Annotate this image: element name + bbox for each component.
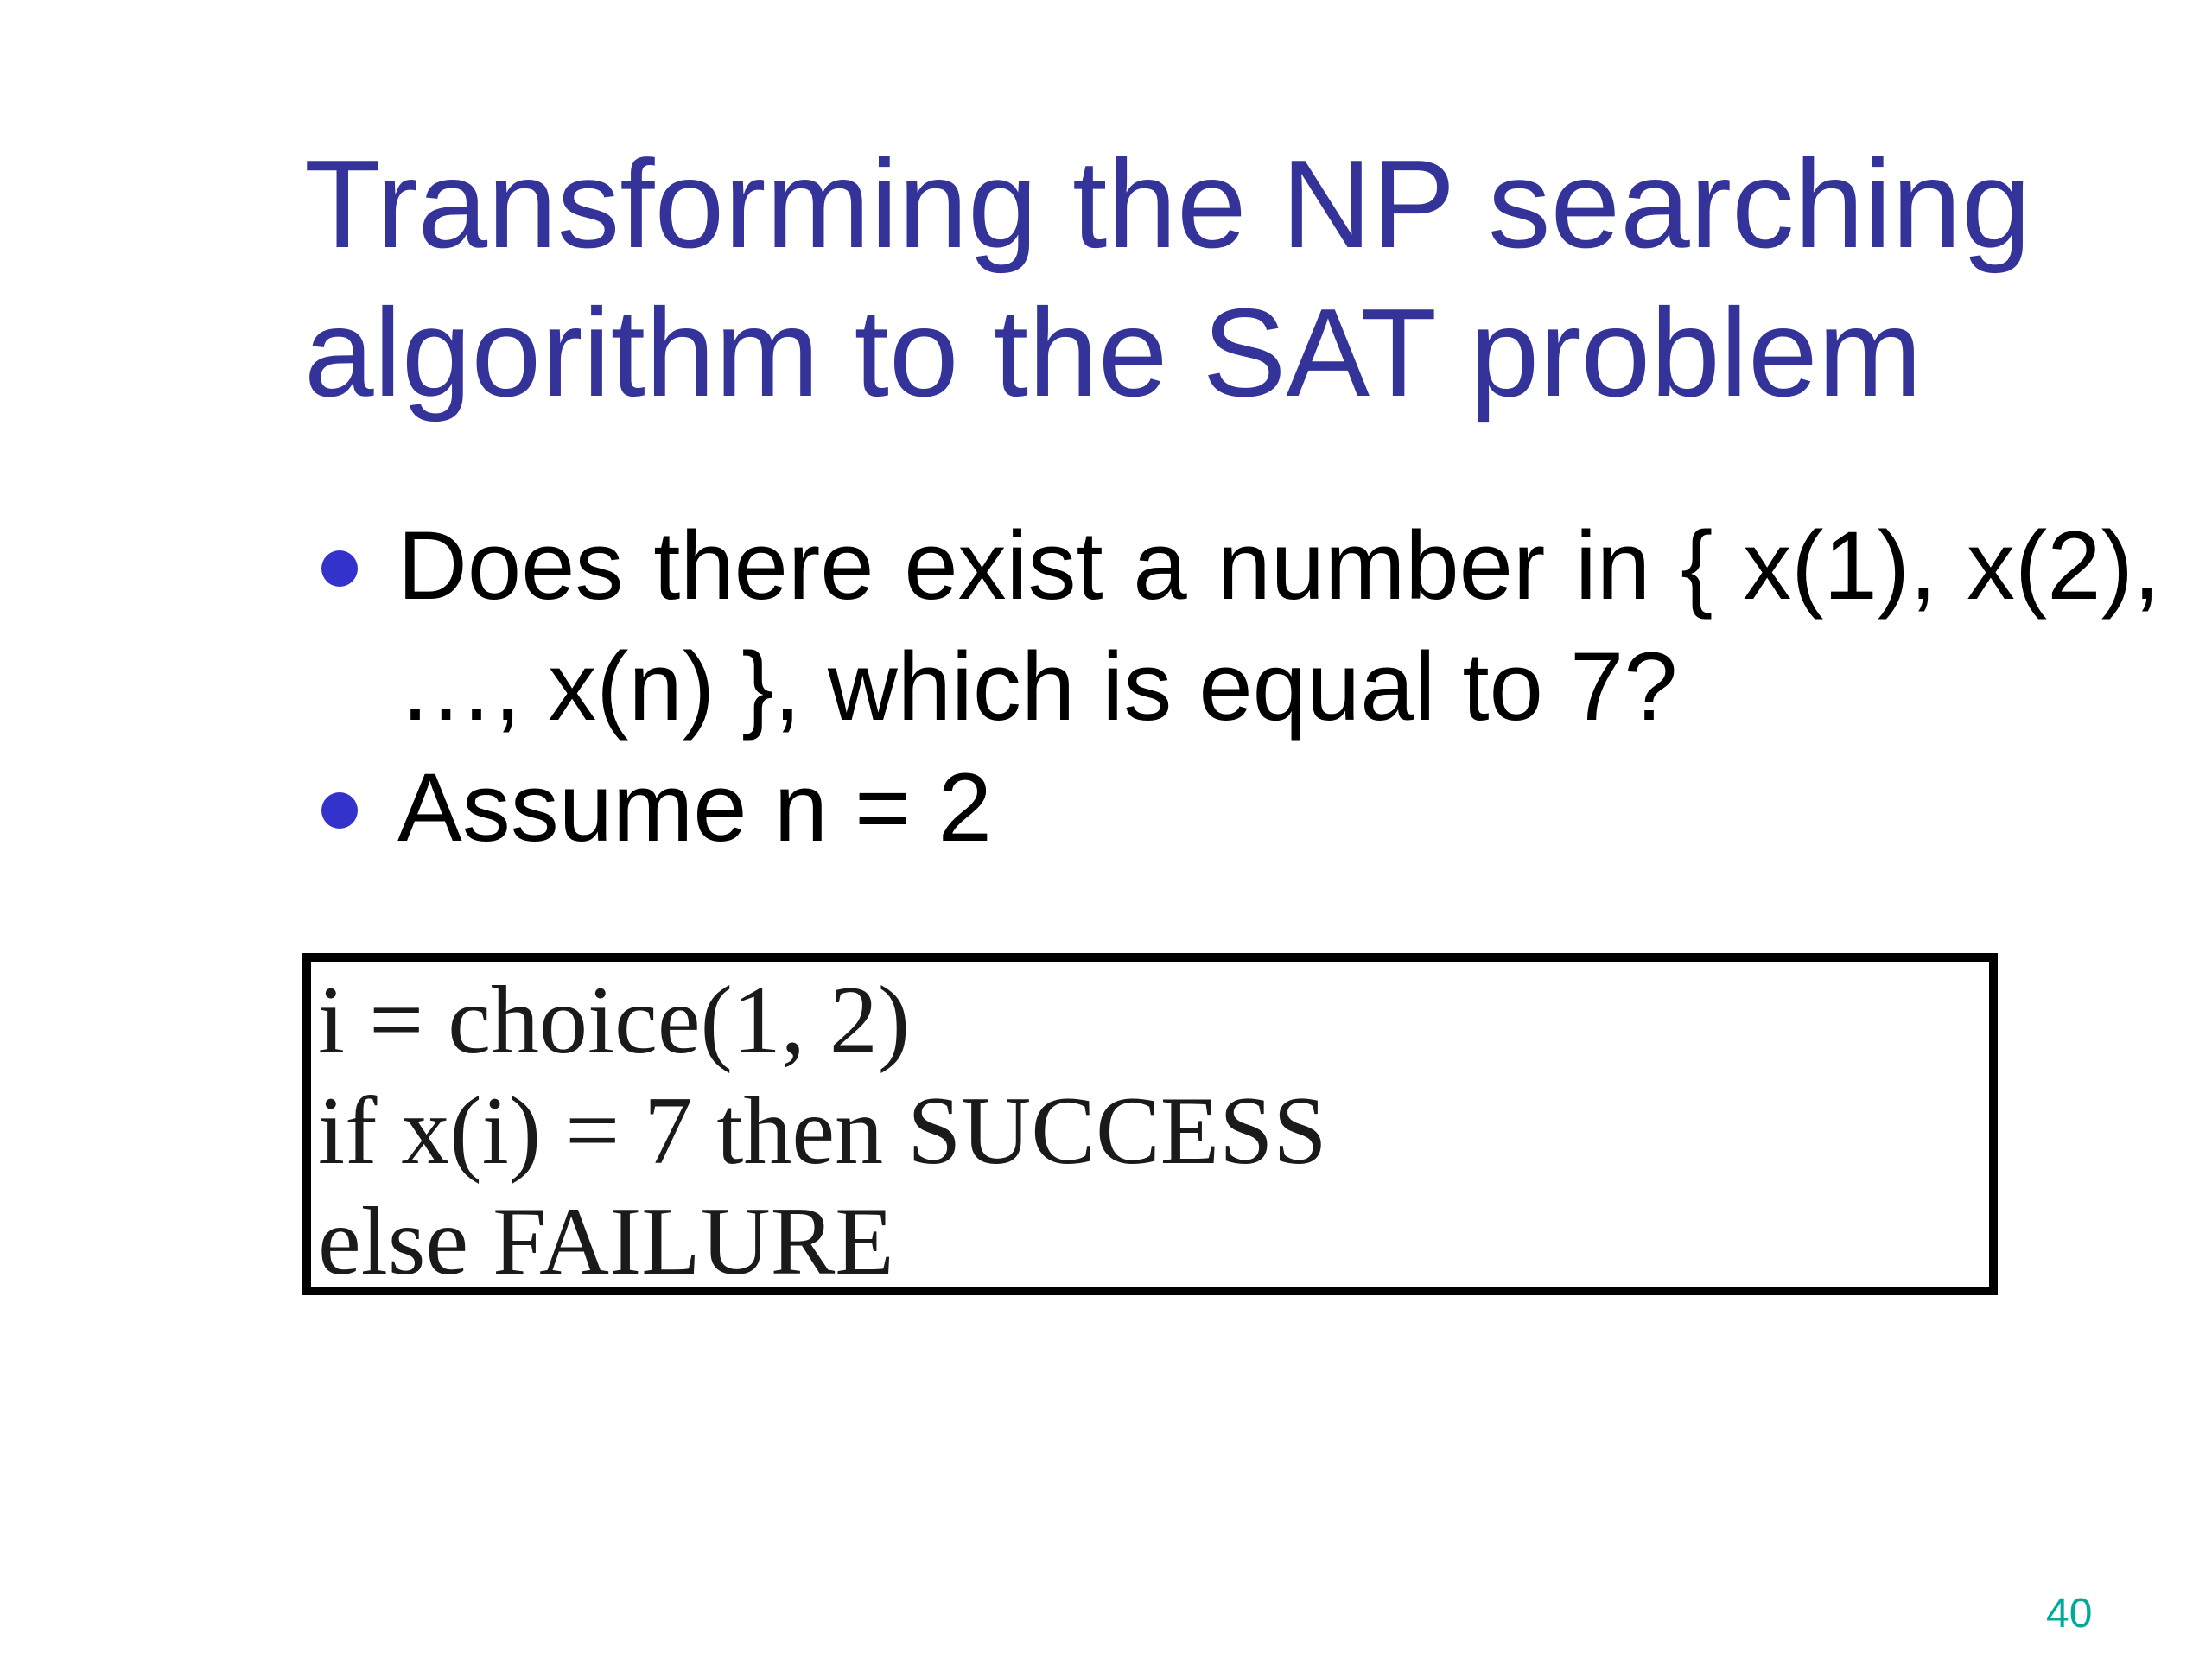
bullet-dot-icon (321, 792, 358, 829)
algorithm-box (302, 953, 1998, 1295)
bullet-item (320, 747, 2160, 868)
bullet-item (320, 505, 2160, 747)
algorithm-line: i = choice(1, 2) (318, 967, 911, 1074)
page-number: 40 (2046, 1591, 2093, 1637)
algorithm-line: else FAILURE (318, 1188, 894, 1295)
algorithm-line: if x(i) = 7 then SUCCESS (318, 1077, 1327, 1185)
bullet-text: Assume n = 2 (397, 753, 992, 861)
slide-title (304, 130, 2119, 427)
slide-title-line-2: algorithm to the SAT problem (304, 283, 1923, 423)
bullet-list (320, 505, 2160, 868)
bullet-dot-icon (321, 550, 358, 587)
slide-title-line-1: Transforming the NP searching (304, 134, 2031, 274)
bullet-text: Does there exist a number in { x(1), x(2), …, x(n) }, which is equal to 7? (397, 512, 2160, 741)
